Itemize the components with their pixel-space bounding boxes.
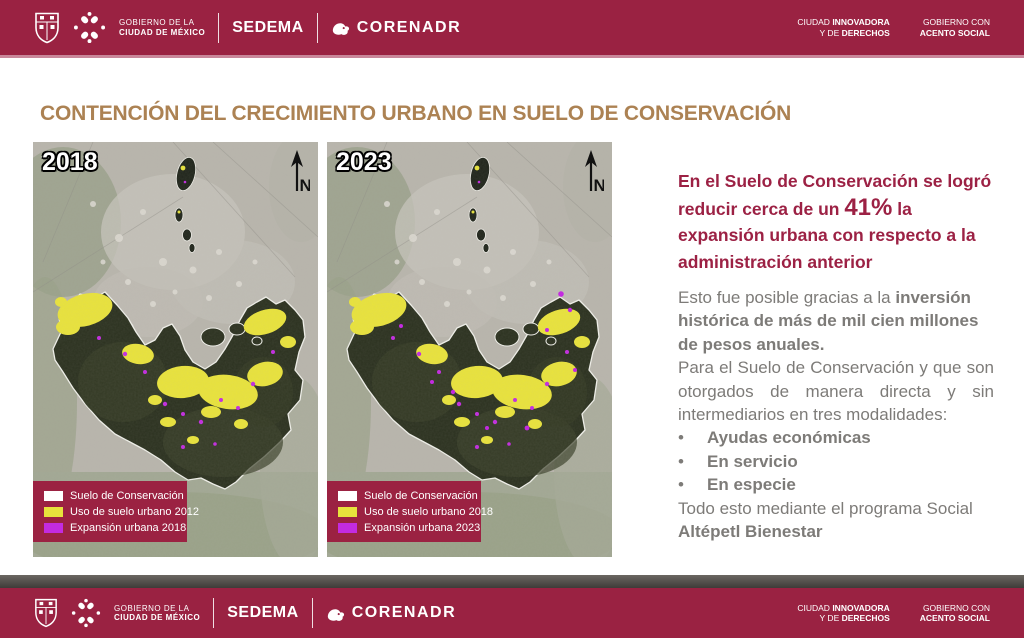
slogan-ciudad (797, 603, 889, 624)
map-year-label: 2023 (336, 148, 392, 176)
sedema-wordmark: SEDEMA (232, 18, 304, 36)
gobierno-line1: GOBIERNO DE LA (119, 18, 195, 27)
slogan-text: GOBIERNO CON (922, 602, 990, 613)
bullet-dot: • (678, 451, 684, 471)
page-title: CONTENCIÓN DEL CRECIMIENTO URBANO EN SUELO DE CONSERVACIÓN (40, 102, 792, 126)
body-text: Todo esto mediante el programa Social (678, 498, 973, 518)
slogan-text: Y DE (819, 27, 842, 38)
body-paragraphs (678, 286, 994, 543)
legend-row (338, 522, 481, 534)
legend-row (338, 490, 478, 502)
header-bar (0, 0, 1024, 58)
footer-shadow-strip (0, 575, 1024, 588)
footer-brand (34, 598, 456, 628)
stat-41-percent: 41% (844, 193, 893, 221)
highlight-text: la expansión urbana con respecto a la administración anterior (678, 198, 976, 272)
gobierno-line2: CIUDAD DE MÉXICO (114, 613, 201, 622)
slogan-gobierno (920, 603, 990, 624)
cdmx-shield-icon (34, 598, 58, 628)
slogan-text: CIUDAD (797, 602, 833, 613)
legend-label: Expansión urbana 2018 (70, 522, 187, 534)
legend-label: Expansión urbana 2023 (364, 522, 481, 534)
bullet-item (678, 473, 994, 496)
slogan-text: CIUDAD (797, 17, 833, 27)
gobierno-line1: GOBIERNO DE LA (114, 603, 190, 613)
legend-label: Suelo de Conservación (70, 490, 184, 502)
bullet-item (678, 426, 994, 449)
footer-slogans (797, 603, 990, 624)
cdmx-shield-icon (34, 12, 60, 44)
bullet-dot: • (678, 428, 684, 448)
bullet-label: Ayudas económicas (707, 428, 871, 448)
modalities-paragraph: Para el Suelo de Conservación y que son otorgados de manera directa y sin intermediarios en tres modalidades: (678, 358, 994, 425)
highlight-text: En el Suelo de Conservación se logró reducir cerca de un (678, 171, 992, 219)
map-legend (33, 481, 200, 542)
slogan-text: ACENTO SOCIAL (919, 613, 990, 623)
axolotl-icon (326, 605, 345, 622)
header-slogans (797, 17, 990, 38)
legend-label: Suelo de Conservación (364, 490, 478, 502)
slogan-text: Y DE (819, 613, 842, 623)
program-paragraph (678, 497, 994, 544)
gobierno-wordmark (119, 18, 205, 37)
slogan-text: INNOVADORA (832, 602, 890, 613)
legend-swatch-urbano (338, 507, 357, 517)
legend-row (338, 506, 494, 518)
footer-bar (0, 588, 1024, 638)
divider (312, 598, 313, 628)
map-2023 (327, 142, 612, 557)
legend-swatch-conservacion (338, 491, 357, 501)
program-name: Altépetl Bienestar (678, 522, 823, 542)
legend-swatch-expansion (44, 523, 63, 533)
header-brand (34, 11, 461, 44)
slogan-text: DERECHOS (841, 613, 890, 623)
legend-swatch-conservacion (44, 491, 63, 501)
legend-row (44, 490, 184, 502)
north-arrow-icon (578, 150, 604, 196)
bullet-label: En especie (707, 475, 796, 495)
investment-paragraph (678, 286, 994, 356)
legend-swatch-expansion (338, 523, 357, 533)
map-legend (327, 481, 494, 542)
slogan-text: DERECHOS (841, 27, 890, 38)
sedema-wordmark: SEDEMA (227, 604, 299, 621)
gobierno-wordmark (114, 604, 200, 623)
legend-swatch-urbano (44, 507, 63, 517)
cdmx-knot-icon (73, 11, 106, 44)
text-column (678, 168, 994, 543)
legend-row (44, 506, 200, 518)
legend-label: Uso de suelo urbano 2018 (364, 506, 494, 518)
legend-label: Uso de suelo urbano 2012 (70, 506, 200, 518)
legend-row (44, 522, 187, 534)
body-text: Esto fue posible gracias a la (678, 288, 896, 307)
bullet-item (678, 450, 994, 473)
map-2018 (33, 142, 318, 557)
map-year-label: 2018 (42, 148, 98, 176)
body-text-bold: inversión histórica de más de mil cien millones de pesos anuales. (678, 288, 979, 354)
highlight-paragraph (678, 168, 994, 275)
corenadr-wordmark (326, 604, 456, 622)
bullet-label: En servicio (707, 451, 798, 471)
slogan-ciudad (797, 17, 889, 38)
slogan-text: ACENTO SOCIAL (919, 27, 990, 38)
cdmx-knot-icon (71, 598, 101, 628)
corenadr-label: CORENADR (356, 18, 462, 36)
divider (213, 598, 214, 628)
slogan-gobierno (920, 17, 990, 38)
slogan-text: INNOVADORA (832, 17, 890, 27)
north-arrow-icon (284, 150, 310, 196)
bullet-dot: • (678, 475, 684, 495)
slogan-text: GOBIERNO CON (922, 17, 990, 27)
corenadr-wordmark (331, 19, 461, 37)
axolotl-icon (331, 19, 350, 36)
divider (218, 13, 219, 43)
gobierno-line2: CIUDAD DE MÉXICO (119, 27, 206, 37)
corenadr-label: CORENADR (351, 604, 457, 621)
divider (317, 13, 318, 43)
